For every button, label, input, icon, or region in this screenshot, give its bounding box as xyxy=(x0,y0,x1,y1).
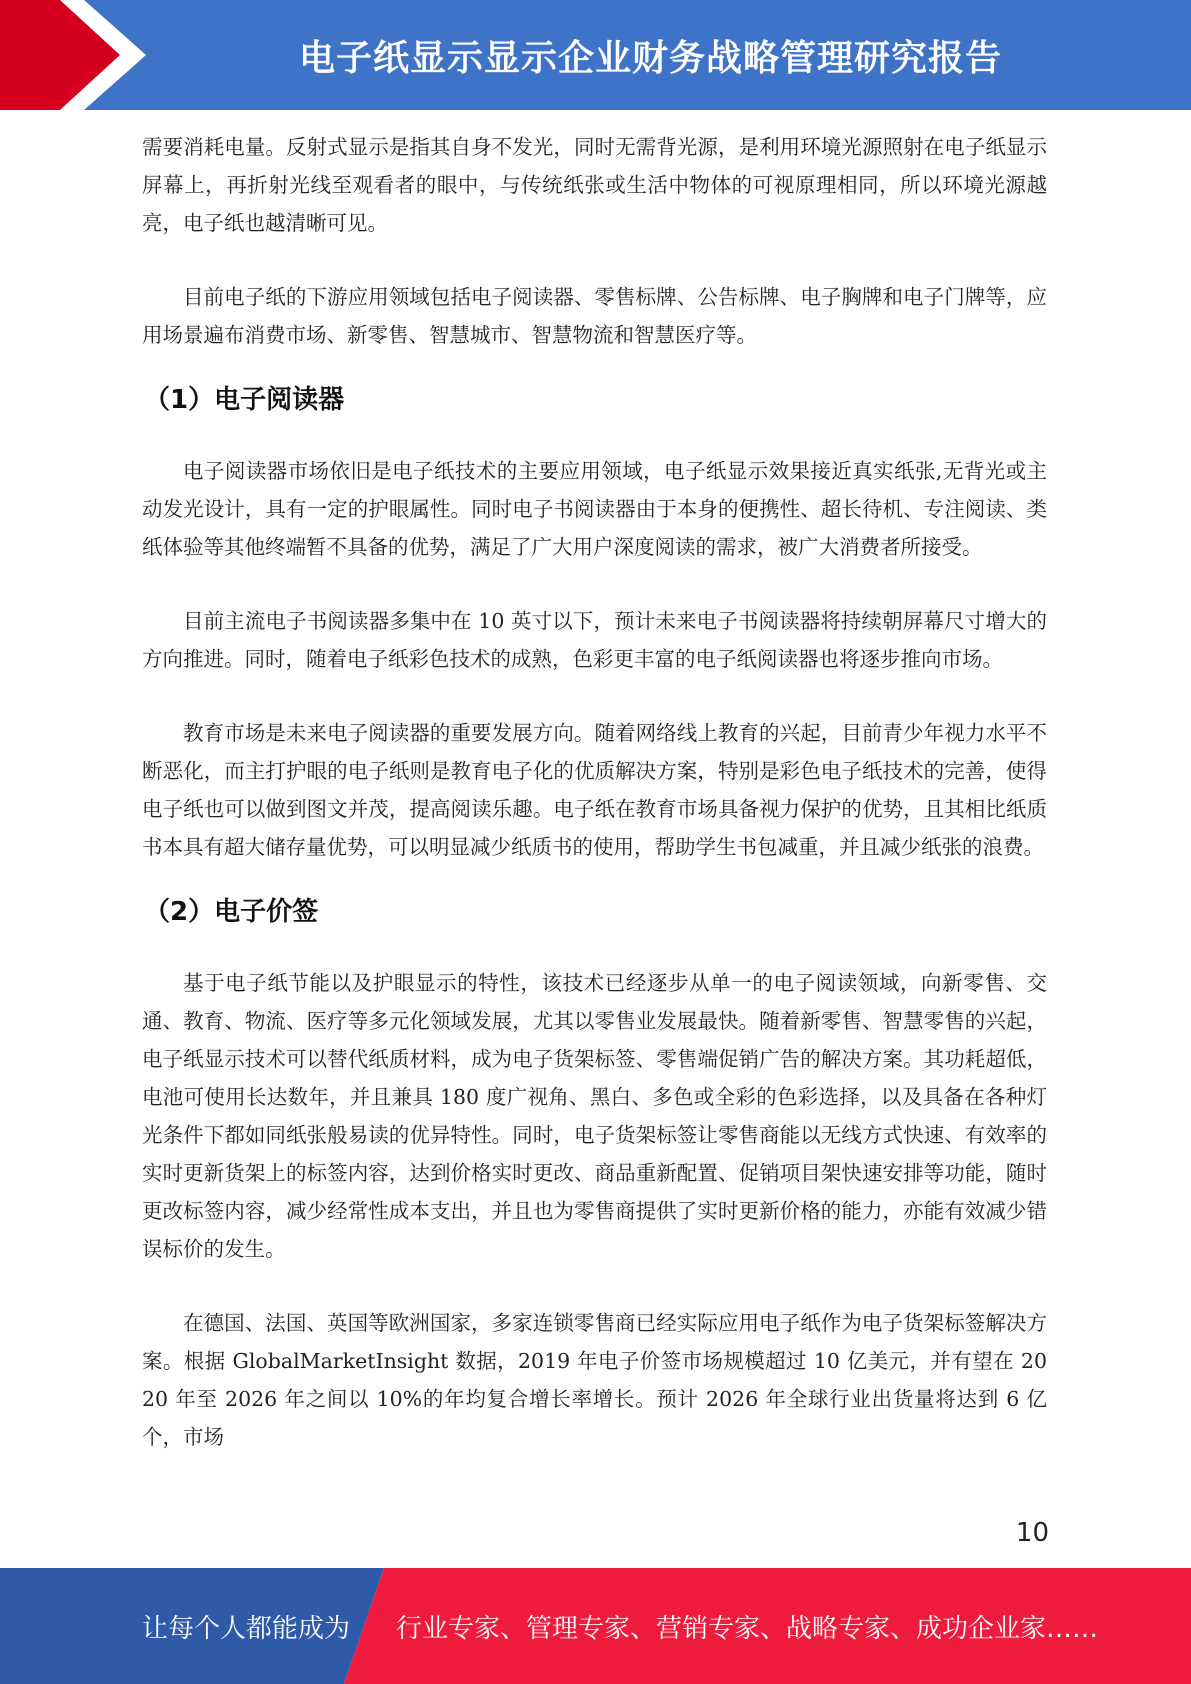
page-header xyxy=(0,0,1191,110)
footer-slogan-right: 行业专家、管理专家、营销专家、战略专家、成功企业家…… xyxy=(396,1613,1099,1644)
paragraph: 在德国、法国、英国等欧洲国家，多家连锁零售商已经实际应用电子纸作为电子货架标签解决方案。根据 GlobalMarketInsight 数据，2019 年电子价签市场规模超过 10 亿美元，并有望在 2020 年至 2026 年之间以 10%的年均复合增长率增长。预计 2026 年全球行业出货量将达到 6 亿个，市场 xyxy=(142,1311,1047,1449)
page-footer xyxy=(0,1568,1191,1684)
section-heading-e-reader: （1）电子阅读器 xyxy=(144,385,345,415)
header-arrow-decoration xyxy=(0,0,150,110)
page-number: 10 xyxy=(1015,1518,1049,1548)
paragraph: 需要消耗电量。反射式显示是指其自身不发光，同时无需背光源，是利用环境光源照射在电子纸显示屏幕上，再折射光线至观看者的眼中，与传统纸张或生活中物体的可视原理相同，所以环境光源越亮，电子纸也越清晰可见。 xyxy=(142,135,1047,235)
page-body xyxy=(142,128,1047,1456)
section-heading-e-label: （2）电子价签 xyxy=(144,897,319,927)
paragraph: 目前主流电子书阅读器多集中在 10 英寸以下，预计未来电子书阅读器将持续朝屏幕尺寸增大的方向推进。同时，随着电子纸彩色技术的成熟，色彩更丰富的电子纸阅读器也将逐步推向市场。 xyxy=(142,609,1047,671)
paragraph: 基于电子纸节能以及护眼显示的特性，该技术已经逐步从单一的电子阅读领域，向新零售、交通、教育、物流、医疗等多元化领域发展，尤其以零售业发展最快。随着新零售、智慧零售的兴起，电子纸显示技术可以替代纸质材料，成为电子货架标签、零售端促销广告的解决方案。其功耗超低，电池可使用长达数年，并且兼具 180 度广视角、黑白、多色或全彩的色彩选择，以及具备在各种灯光条件下都如同纸张般易读的优异特性。同时，电子货架标签让零售商能以无线方式快速、有效率的实时更新货架上的标签内容，达到价格实时更改、商品重新配置、促销项目架快速安排等功能，随时更改标签内容，减少经常性成本支出，并且也为零售商提供了实时更新价格的能力，亦能有效减少错误标价的发生。 xyxy=(142,971,1047,1261)
paragraph: 电子阅读器市场依旧是电子纸技术的主要应用领域，电子纸显示效果接近真实纸张,无背光或主动发光设计，具有一定的护眼属性。同时电子书阅读器由于本身的便携性、超长待机、专注阅读、类纸体验等其他终端暂不具备的优势，满足了广大用户深度阅读的需求，被广大消费者所接受。 xyxy=(142,459,1047,559)
document-title: 电子纸显示显示企业财务战略管理研究报告 xyxy=(298,37,1002,79)
footer-slogan-left: 让每个人都能成为 xyxy=(142,1613,351,1644)
paragraph: 教育市场是未来电子阅读器的重要发展方向。随着网络线上教育的兴起，目前青少年视力水平不断恶化，而主打护眼的电子纸则是教育电子化的优质解决方案，特别是彩色电子纸技术的完善，使得电子纸也可以做到图文并茂，提高阅读乐趣。电子纸在教育市场具备视力保护的优势，且其相比纸质书本具有超大储存量优势，可以明显减少纸质书的使用，帮助学生书包减重，并且减少纸张的浪费。 xyxy=(142,721,1047,859)
paragraph: 目前电子纸的下游应用领域包括电子阅读器、零售标牌、公告标牌、电子胸牌和电子门牌等，应用场景遍布消费市场、新零售、智慧城市、智慧物流和智慧医疗等。 xyxy=(142,285,1047,347)
